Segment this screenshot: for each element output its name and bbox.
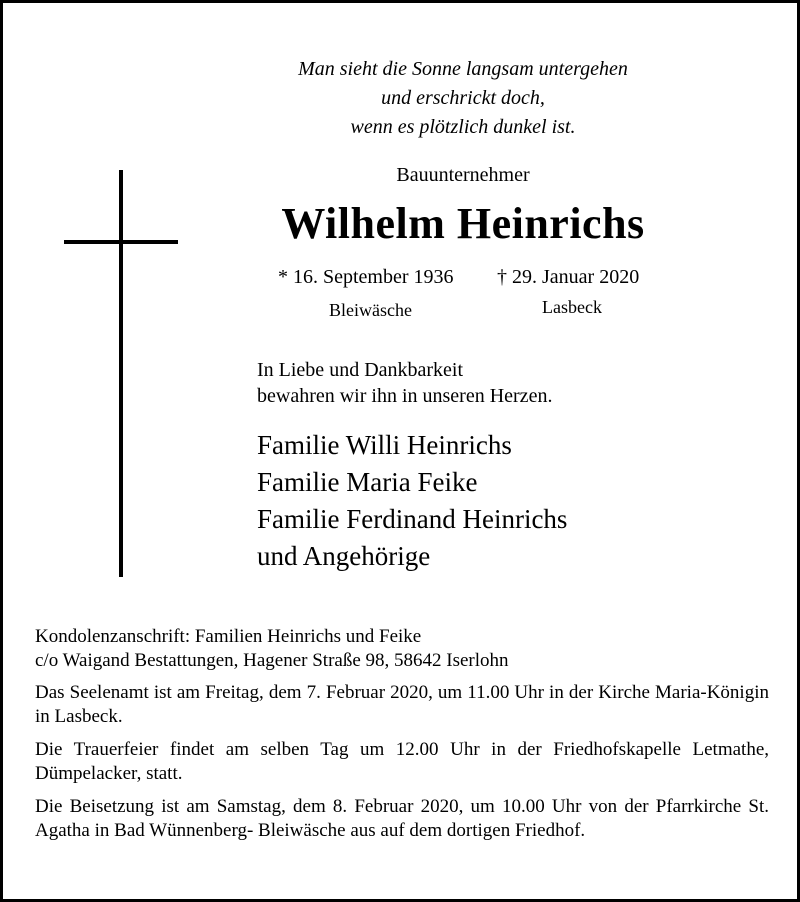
funeral-info: Die Trauerfeier findet am selben Tag um 12.00 Uhr in der Friedhofskapelle Letmathe, Dümpelacker, statt.: [35, 739, 769, 784]
condolence-line: c/o Waigand Bestattungen, Hagener Straße 98, 58642 Iserlohn: [35, 650, 509, 671]
mourner: Familie Ferdinand Heinrichs: [257, 504, 568, 534]
service-information: [35, 625, 769, 852]
condolence-address: [35, 625, 769, 673]
deceased-name: Wilhelm Heinrichs: [281, 199, 645, 248]
mourner: Familie Willi Heinrichs: [257, 430, 512, 460]
birth-place: Bleiwäsche: [329, 300, 412, 320]
death-date: † 29. Januar 2020: [497, 266, 640, 288]
death-place: Lasbeck: [542, 297, 602, 317]
thanks-line: In Liebe und Dankbarkeit: [257, 359, 464, 381]
poem: [213, 55, 713, 142]
mourners-list: [257, 427, 567, 575]
mourner: und Angehörige: [257, 541, 431, 571]
condolence-line: Kondolenzanschrift: Familien Heinrichs und Feike: [35, 626, 422, 647]
thanks-line: bewahren wir ihn in unseren Herzen.: [257, 385, 553, 407]
cross-icon-horizontal: [64, 240, 178, 244]
mourner: Familie Maria Feike: [257, 467, 478, 497]
requiem-info: Das Seelenamt ist am Freitag, dem 7. Februar 2020, um 11.00 Uhr in der Kirche Maria-Königin in Lasbeck.: [35, 682, 769, 727]
thanks-text: [257, 357, 552, 409]
poem-line: Man sieht die Sonne langsam untergehen: [298, 58, 628, 80]
poem-line: und erschrickt doch,: [381, 87, 545, 109]
profession: Bauunternehmer: [396, 164, 530, 186]
poem-line: wenn es plötzlich dunkel ist.: [350, 116, 576, 138]
birth-date: * 16. September 1936: [278, 266, 454, 288]
burial-info: Die Beisetzung ist am Samstag, dem 8. Februar 2020, um 10.00 Uhr von der Pfarrkirche St. Agatha in Bad Wünnenberg- Bleiwäsche aus auf dem dortigen Friedhof.: [35, 796, 769, 841]
cross-icon-vertical: [119, 170, 123, 577]
